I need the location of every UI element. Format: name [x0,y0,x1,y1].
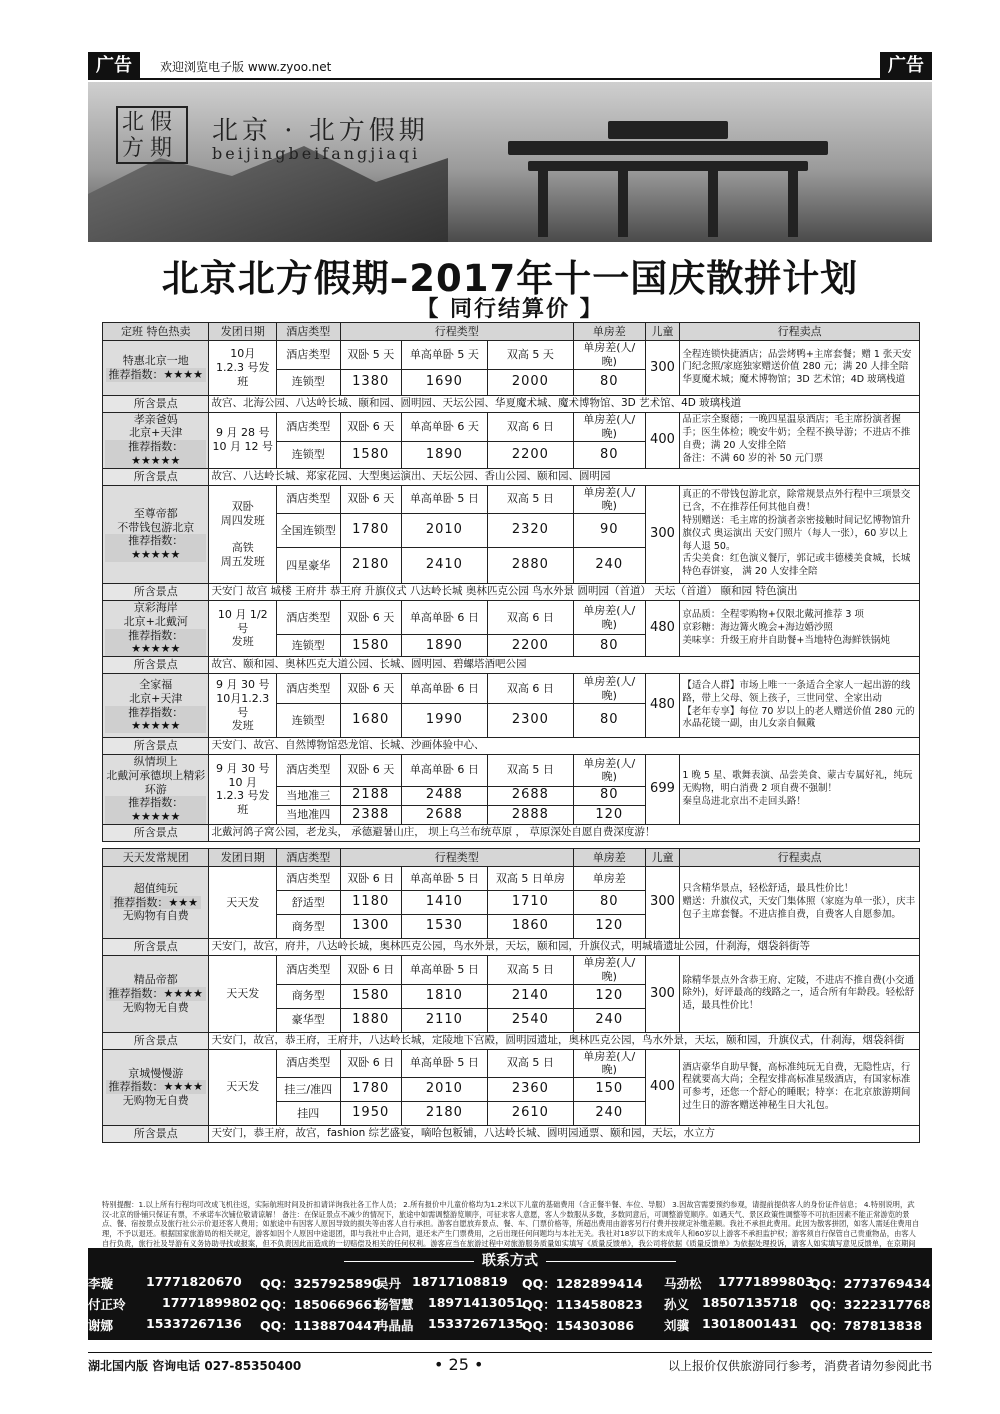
route-name-cell [103,601,209,657]
price-cell: 2180 [401,1102,487,1126]
scenic-label: 所含景点 [103,1032,209,1049]
price-cell: 单高单卧 6 日 [401,755,487,787]
child-price: 300 [645,867,680,939]
price-cell: 双卧 6 天 [340,601,401,635]
recommend-rating: 推荐指数：★★★★ [106,368,206,382]
scenic-label: 所含景点 [103,738,209,755]
recommend-rating: 推荐指数：★★★★ [106,987,206,1001]
recommend-rating: 推荐指数：★★★★★ [105,440,206,468]
route-highlights: 只含精华景点，轻松舒适，最具性价比！ 赠送：升旗仪式，天安门集体照（家庭为单一张），庆丰包子主席套餐。不进店推自费，自费客人自愿参加。 [680,867,920,939]
price-cell: 2000 [487,369,573,395]
price-cell: 单高单卧 5 日 [401,485,487,514]
departure-date: 天天发 [209,1049,277,1126]
contact-phone: 18717108819 [412,1274,508,1289]
price-cell: 1580 [340,984,401,1008]
route-name: 至尊帝都 不带钱包游北京 [117,506,195,534]
footer-disclaimer: 以上报价仅供旅游同行参考，消费者请勿参阅此书 [667,1359,932,1373]
route-name: 超值纯玩 [133,881,178,895]
header-itinerary: 行程类型 [340,323,573,341]
price-cell: 1580 [340,635,401,657]
child-price: 400 [645,412,680,468]
single-supplement: 240 [573,548,645,584]
contact-title: 联系方式 [88,1250,932,1270]
contact-qq: QQ：1138870447 [260,1318,381,1333]
single-supplement: 单房差(人/晚) [573,485,645,514]
price-cell: 双卧 6 天 [340,674,401,704]
contact-qq: QQ：154303086 [522,1318,635,1333]
contact-phone: 15337267136 [146,1316,242,1331]
route-name-cell [103,412,209,468]
contact-phone: 13018001431 [702,1316,798,1331]
footer-left: 湖北国内版 咨询电话 027-85350400 [88,1359,302,1373]
price-cell: 2320 [487,514,573,548]
header-itinerary: 行程类型 [340,849,573,867]
price-cell: 单高单卧 6 日 [401,601,487,635]
price-cell: 双高 5 日 [487,1049,573,1078]
hotel-type: 挂三/准四 [277,1078,340,1102]
single-supplement: 单房差(人/晚) [573,601,645,635]
single-supplement: 80 [573,369,645,395]
price-cell: 1680 [340,704,401,738]
departure-date: 天天发 [209,956,277,1033]
contact-phone: 17771820670 [146,1274,242,1289]
price-cell: 2410 [401,548,487,584]
route-highlights: 真正的不带钱包游北京，除常规景点外行程中三项景交已含，不在推荐任何其他自费！ 特别赠送：毛主席的扮演者亲密接触时间记忆博物馆升旗仪式 奥运演出 天安门照片（每人一张），60 岁以上每人退 50。 舌尖美食：红色演义餐厅，郭记或丰德楼美食城，长城特色春饼宴， 满 20 人安排全陪 [680,485,920,584]
route-name-cell [103,485,209,584]
price-cell: 单高单卧 5 日 [401,956,487,985]
brand-name-pinyin: beijingbeifangjiaqi [212,144,421,163]
route-name-cell [103,956,209,1033]
contact-name: 吴丹 [376,1276,402,1291]
contact-qq: QQ：1134580823 [522,1297,643,1312]
scenic-label: 所含景点 [103,1126,209,1143]
scenic-label: 所含景点 [103,657,209,674]
recommend-rating: 推荐指数：★★★★★ [105,629,206,657]
header-date: 发团日期 [209,849,277,867]
departure-date: 天天发 [209,867,277,939]
route-highlights: 1 晚 5 星、歌舞表演、品尝美食、蒙古专属好礼，纯玩无购物，明白消费 2 项自费不强制！ 秦皇岛进北京出不走回头路！ [680,755,920,825]
single-supplement: 150 [573,1078,645,1102]
price-cell: 1300 [340,915,401,939]
contact-panel [88,1248,932,1340]
brand-name-cn: 北京 · 北方假期 [212,116,429,146]
scenic-label: 所含景点 [103,584,209,601]
contact-name: 冉晶晶 [376,1318,414,1333]
single-supplement: 单房差(人/晚) [573,674,645,704]
hotel-type: 连锁型 [277,704,340,738]
child-price: 300 [645,485,680,584]
price-cell: 1380 [340,369,401,395]
price-cell: 单高单卧 6 天 [401,412,487,441]
hotel-type: 舒适型 [277,891,340,915]
price-cell: 2610 [487,1102,573,1126]
child-price: 400 [645,1049,680,1126]
hotel-type: 当地准三 [277,786,340,805]
hotel-type: 酒店类型 [277,412,340,441]
hotel-type: 挂四 [277,1102,340,1126]
hotel-type: 商务型 [277,915,340,939]
hotel-type: 酒店类型 [277,485,340,514]
contact-phone: 17771899802 [162,1295,258,1310]
price-cell: 单高单卧 5 日 [401,867,487,891]
contact-qq: QQ：1850669661 [260,1297,381,1312]
scenic-spots: 天安门 故宫 城楼 王府井 恭王府 升旗仪式 八达岭长城 奥林匹克公园 鸟水外景 圆明园（首道） 天坛（首道） 颐和园 特色演出 [209,584,920,601]
price-cell: 双卧 6 天 [340,755,401,787]
price-cell: 2188 [340,786,401,805]
recommend-rating: 推荐指数：★★★★★ [105,534,206,562]
price-cell: 双高 5 天 [487,341,573,370]
single-supplement: 240 [573,1008,645,1032]
hotel-type: 酒店类型 [277,341,340,370]
scenic-label: 所含景点 [103,824,209,841]
notes-text: 特别提醒：1.以上所有行程均可改成飞机往返，实际航班时间及折扣请详询我社各工作人员； 2.所有报价中儿童价格均为1.2米以下儿童的基础费用（含正餐半餐、车位、导服） 3.因故宫需要预约参观，请提前提供客人的身份证件信息； 4.特别说明，武汉-北京的卧铺只保证有票，不承诺车次铺位敬请谅解！ 备注：在保证景点不减少的情况下，旅途中如需调整游览顺序，可征求客人意愿，客人少数服从多数，多数同意后，可调整游览顺序。如遇天气、景区政策性调整等不可抗拒因素不能正常游览的景点、餐、宿按景点及旅行社公示价退还客人费用；如旅途中有因客人原因导致的损失等由客人自行承担。游客自愿放弃景点、餐、车、门票价格等，所超出费用由游客另行付费并按规定补缴差额。我社不承担此费用。此因为散客拼团，如客人需延住费用自理，不予以退还。根据国家旅游局的相关规定，游客如因个人原因中途退团，即与我社中止合同，退还未产生门票费用，之后出现任何问题均与本社无关。我社对18岁以下的未成年人和60岁以上游客不承担监护权；游客须自行保管自己贵重物品，由客人自行负责，旅行社及导游有义务协助寻找或报案，但不负责因此而造成的一切赔偿及相关的任何权利。游客应当在旅游过程中对旅游服务质量如实填写《质量反馈单》，我公司将依据《质量反馈单》为依据处理投诉，请客人如实填写意见反馈单，在京期间 [102,1200,920,1248]
contact-qq: QQ：3222317768 [810,1297,931,1312]
contact-qq: QQ：787813838 [810,1318,923,1333]
price-cell: 1530 [401,915,487,939]
price-cell: 1990 [401,704,487,738]
single-supplement: 120 [573,805,645,824]
price-cell: 2880 [487,548,573,584]
departure-date: 9 月 28 号 10 月 12 号 [209,412,277,468]
page-number: • 25 • [434,1355,484,1374]
tour-price-table-2 [102,848,920,1143]
child-price: 300 [645,341,680,396]
price-cell: 1780 [340,514,401,548]
route-name: 京彩海岸 北京+北戴河 [123,601,188,628]
price-cell: 2200 [487,635,573,657]
hotel-type: 连锁型 [277,441,340,468]
route-name-cell [103,1049,209,1126]
child-price: 480 [645,601,680,657]
header-route: 天天发常规团 [103,849,209,867]
hotel-type: 酒店类型 [277,674,340,704]
price-cell: 1860 [487,915,573,939]
single-supplement: 80 [573,704,645,738]
route-note: 无购物无自费 [122,1000,189,1014]
header-hotel: 酒店类型 [277,323,340,341]
price-cell: 双高 6 日 [487,601,573,635]
header-single-supplement: 单房差 [573,323,645,341]
scenic-spots: 故宫、北海公园、八达岭长城、颐和园、圆明园、天坛公园、华夏魔术城、魔术博物馆、3D 艺术馆、4D 玻璃栈道 [209,395,920,412]
single-supplement: 单房差(人/晚) [573,755,645,787]
single-supplement: 90 [573,514,645,548]
route-highlights: 除精华景点外含恭王府、定陵，不进店不推自费(小交通除外)，好评最高的线路之一，适合所有年龄段。轻松舒适，最具性价比！ [680,956,920,1033]
recommend-rating: 推荐指数：★★★ [110,896,201,910]
price-cell: 2540 [487,1008,573,1032]
brand-logo: 北假方期 [116,106,188,164]
contact-name: 刘骥 [664,1318,690,1333]
route-highlights: 品正宗全聚德；一晚四星温泉酒店；毛主席扮演者握手；医生体检；晚安牛奶；全程不换导游；不进店不推自费；满 20 人安排全陪 备注：不满 60 岁的补 50 元门票 [680,412,920,468]
price-cell: 单高单卧 6 日 [401,674,487,704]
recommend-rating: 推荐指数：★★★★★ [105,796,206,824]
banner-image [88,82,932,242]
hotel-type: 连锁型 [277,369,340,395]
scenic-spots: 天安门，故宫，府井，八达岭长城，奥林匹克公园，鸟水外景，天坛，颐和园，升旗仪式，明城墙遗址公园，什刹海，烟袋斜街等 [209,939,920,956]
ad-tag-left: 广告 [88,52,140,80]
hotel-type: 豪华型 [277,1008,340,1032]
hotel-type: 酒店类型 [277,956,340,985]
route-note: 无购物有自费 [122,909,189,923]
contact-phone: 18507135718 [702,1295,798,1310]
price-cell: 2010 [401,514,487,548]
contact-phone: 15337267135 [428,1316,524,1331]
single-supplement: 80 [573,891,645,915]
child-price: 699 [645,755,680,825]
price-cell: 1180 [340,891,401,915]
ad-tag-right: 广告 [880,52,932,80]
contact-phone: 18971413051 [428,1295,524,1310]
price-cell: 2010 [401,1078,487,1102]
price-cell: 2688 [401,805,487,824]
price-cell: 双卧 6 天 [340,412,401,441]
contact-qq: QQ：2773769434 [810,1276,931,1291]
price-cell: 双卧 5 天 [340,341,401,370]
header-highlights: 行程卖点 [680,849,920,867]
contact-phone: 17771899803 [718,1274,814,1289]
price-cell: 2360 [487,1078,573,1102]
hotel-type: 四星豪华 [277,548,340,584]
route-highlights: 全程连锁快捷酒店；品尝烤鸭+主席套餐；赠 1 张天安门纪念照/家庭独家赠送价值 280 元；满 20 人排全陪华夏魔术城；魔术博物馆；3D 艺术馆；4D 玻璃栈道 [680,341,920,396]
route-name: 全家福 北京+天津 [129,678,183,705]
price-cell: 双高 6 日 [487,412,573,441]
route-name-cell [103,341,209,396]
header-route: 定班 特色热卖 [103,323,209,341]
single-supplement: 240 [573,1102,645,1126]
price-cell: 双卧 6 日 [340,867,401,891]
route-name: 特惠北京一地 [122,354,189,367]
price-cell: 1810 [401,984,487,1008]
single-supplement: 单房差 [573,867,645,891]
price-cell: 2300 [487,704,573,738]
price-cell: 单高单卧 5 日 [401,1049,487,1078]
price-cell: 双高 5 日 [487,485,573,514]
child-price: 480 [645,674,680,738]
route-name-cell [103,867,209,939]
price-cell: 1410 [401,891,487,915]
price-cell: 2688 [487,786,573,805]
contact-name: 马劲松 [664,1276,702,1291]
recommend-rating: 推荐指数：★★★★ [106,1080,206,1094]
price-cell: 1880 [340,1008,401,1032]
price-cell: 2140 [487,984,573,1008]
price-cell: 双卧 6 日 [340,1049,401,1078]
contact-name: 谢娜 [88,1318,114,1333]
single-supplement: 80 [573,786,645,805]
route-name: 纵情坝上 北戴河承德坝上精彩环游 [106,755,206,796]
page-subtitle: 【 同行结算价 】 [416,297,604,322]
price-cell: 2388 [340,805,401,824]
header-date: 发团日期 [209,323,277,341]
archway-illustration [508,117,828,237]
child-price: 300 [645,956,680,1033]
newspaper-page [88,52,932,1378]
scenic-spots: 故宫、八达岭长城、郑家花园、大型奥运演出、天坛公园、香山公园、颐和园、圆明园 [209,468,920,485]
hotel-type: 酒店类型 [277,601,340,635]
price-cell: 双高 6 日 [487,674,573,704]
price-cell: 2180 [340,548,401,584]
single-supplement: 120 [573,915,645,939]
scenic-spots: 故宫、颐和园、奥林匹克大道公园、长城、圆明园、碧螺塔酒吧公园 [209,657,920,674]
route-name-cell [103,755,209,825]
price-cell: 双卧 6 日 [340,956,401,985]
departure-date: 10 月 1/2 号 发班 [209,601,277,657]
route-highlights: 京品质：全程零购物+仅限北戴河推荐 3 项 京彩糖：海边篝火晚会+海边婚沙照 美味享：升级王府井自助餐+当地特色海鲜铁锅炖 [680,601,920,657]
route-name: 孝亲爸妈 北京+天津 [129,412,183,440]
header-highlights: 行程卖点 [680,323,920,341]
price-cell: 双卧 6 天 [340,485,401,514]
price-cell: 2888 [487,805,573,824]
price-cell: 1950 [340,1102,401,1126]
header-single-supplement: 单房差 [573,849,645,867]
route-note: 无购物无自费 [122,1094,189,1108]
contact-name: 杨智慧 [376,1297,414,1312]
price-cell: 1710 [487,891,573,915]
single-supplement: 单房差(人/晚) [573,341,645,370]
price-cell: 1890 [401,441,487,468]
hotel-type: 酒店类型 [277,867,340,891]
departure-date: 9 月 30 号 10 月 1.2.3 号发班 [209,755,277,825]
contact-name: 孙义 [664,1297,690,1312]
scenic-spots: 北戴河鸽子窝公园，老龙头， 承德避暑山庄， 坝上乌兰布统草原 ， 草原深处自愿自费深度游！ [209,824,920,841]
tour-price-table-1 [102,322,920,842]
scenic-spots: 天安门，恭王府，故宫，fashion 综艺盛宴，嘀哈包粄铺，八达岭长城、圆明园通票、颐和园，天坛，水立方 [209,1126,920,1143]
price-cell: 2200 [487,441,573,468]
top-bar [88,52,932,80]
single-supplement: 120 [573,984,645,1008]
contact-name: 李璇 [88,1276,114,1291]
contact-name: 付正玲 [88,1297,126,1312]
hotel-type: 酒店类型 [277,1049,340,1078]
header-child: 儿童 [645,323,680,341]
single-supplement: 单房差(人/晚) [573,412,645,441]
contact-qq: QQ：1282899414 [522,1276,643,1291]
scenic-label: 所含景点 [103,939,209,956]
route-highlights: 【适合人群】市场上唯一一条适合全家人一起出游的线路，带上父母、领上孩子，三世同堂、全家出动 【老年专享】每位 70 岁以上的老人赠送价值 280 元的水晶花镜一副，由儿女亲自佩戴 [680,674,920,738]
scenic-spots: 天安门，故宫，恭王府，王府井，八达岭长城，定陵地下宫殿，圆明园遗址，奥林匹克公园，鸟水外景，天坛，颐和园，升旗仪式，什刹海，烟袋斜街 [209,1032,920,1049]
departure-date: 9 月 30 号 10月1.2.3 号 发班 [209,674,277,738]
recommend-rating: 推荐指数：★★★★★ [105,706,206,734]
hotel-type: 连锁型 [277,635,340,657]
scenic-spots: 天安门、故宫、自然博物馆恐龙馆、长城、沙画体验中心、 [209,738,920,755]
price-cell: 1890 [401,635,487,657]
single-supplement: 单房差(人/晚) [573,1049,645,1078]
single-supplement: 单房差(人/晚) [573,956,645,985]
scenic-label: 所含景点 [103,395,209,412]
price-cell: 双高 5 日 [487,755,573,787]
price-cell: 单高单卧 5 天 [401,341,487,370]
price-cell: 双高 5 日 [487,956,573,985]
price-cell: 双高 5 日单房 [487,867,573,891]
price-cell: 1690 [401,369,487,395]
header-child: 儿童 [645,849,680,867]
route-highlights: 酒店豪华自助早餐，高标准纯玩无自费，无隐性店，行程就要高大尚；全程安排高标准星级酒店，有国家标准可参考，还您一个舒心的睡眠；特享：在北京旅游期间过生日的游客赠送神秘生日大礼包。 [680,1049,920,1126]
page-title: 北京北方假期–2017年十一国庆散拼计划 [161,257,859,300]
header-hotel: 酒店类型 [277,849,340,867]
price-cell: 2488 [401,786,487,805]
route-name-cell [103,674,209,738]
scenic-label: 所含景点 [103,468,209,485]
departure-date: 10月 1.2.3 号发班 [209,341,277,396]
price-cell: 1580 [340,441,401,468]
route-name: 精品帝都 [133,973,178,987]
contact-qq: QQ：3257925890 [260,1276,381,1291]
hotel-type: 当地准四 [277,805,340,824]
price-cell: 1780 [340,1078,401,1102]
single-supplement: 80 [573,441,645,468]
price-cell: 2110 [401,1008,487,1032]
footer [88,1352,932,1376]
route-name: 京城慢慢游 [128,1066,184,1080]
hotel-type: 商务型 [277,984,340,1008]
hotel-type: 全国连锁型 [277,514,340,548]
hotel-type: 酒店类型 [277,755,340,787]
single-supplement: 80 [573,635,645,657]
welcome-text: 欢迎浏览电子版 www.zyoo.net [160,60,332,74]
departure-date: 双卧 周四发班 高铁 周五发班 [209,485,277,584]
